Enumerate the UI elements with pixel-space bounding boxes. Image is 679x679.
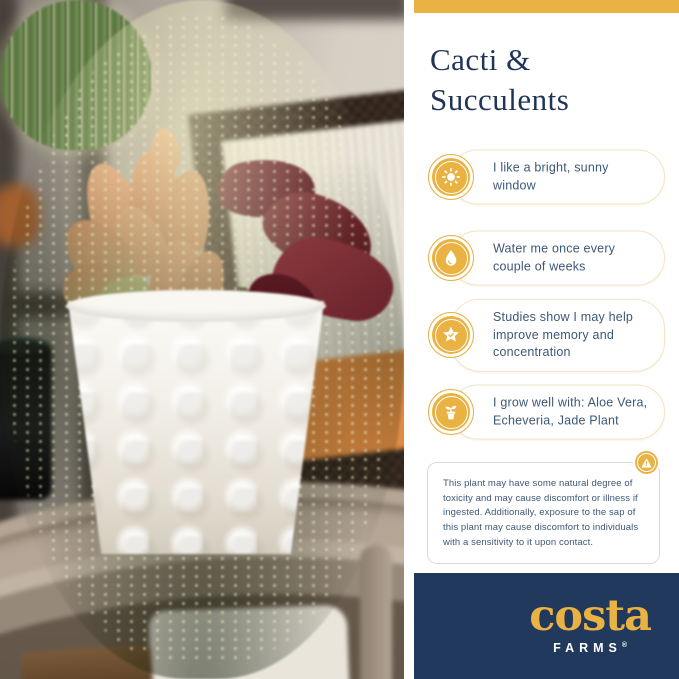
bullet-icon-ring [428, 154, 474, 200]
registered-mark: ® [621, 641, 628, 649]
costa-farms-logo [529, 591, 651, 655]
top-accent-bar [414, 0, 679, 13]
title-line-1: Cacti & [430, 42, 531, 77]
bullet-text: I like a bright, sunny window [493, 160, 609, 192]
care-bullet-water [428, 227, 665, 289]
star-check-icon [432, 316, 470, 354]
pot-rim [66, 290, 326, 322]
warning-text: This plant may have some natural degree of toxicity and may cause discomfort or illness if ingested. Additionally, exposure to the sap of this plant may cause discomfort to individuals with a sensitivity to it upon contact. [443, 478, 639, 548]
care-bullet-benefit [428, 304, 665, 366]
info-panel [404, 0, 679, 679]
toxicity-warning-box [427, 462, 660, 564]
bullet-text: I grow well with: Aloe Vera, Echeveria, Jade Plant [493, 395, 648, 427]
care-bullet-light [428, 152, 665, 202]
brand-subtext [529, 641, 651, 655]
potted-plant-icon [432, 393, 470, 431]
bullet-pill [450, 150, 665, 205]
bullet-icon-ring [428, 389, 474, 435]
bullet-pill [450, 299, 665, 372]
page-title [430, 40, 569, 121]
brand-wordmark: costa [529, 591, 651, 641]
barrel-cactus [0, 0, 152, 150]
bullet-text: Water me once every couple of weeks [493, 241, 616, 273]
care-bullet-companions [428, 381, 665, 443]
warning-triangle-icon [635, 451, 658, 474]
bullet-pill [450, 385, 665, 440]
bullet-icon-ring [428, 235, 474, 281]
bullet-text: Studies show I may help improve memory and concentration [493, 309, 634, 359]
title-line-2: Succulents [430, 82, 570, 118]
water-drop-icon [432, 239, 470, 277]
sun-icon [432, 158, 470, 196]
bullet-icon-ring [428, 312, 474, 358]
brand-footer [414, 573, 679, 679]
brand-subtext-label: FARMS [553, 641, 622, 655]
white-ceramic-pot [68, 296, 324, 554]
bullet-pill [450, 231, 665, 286]
